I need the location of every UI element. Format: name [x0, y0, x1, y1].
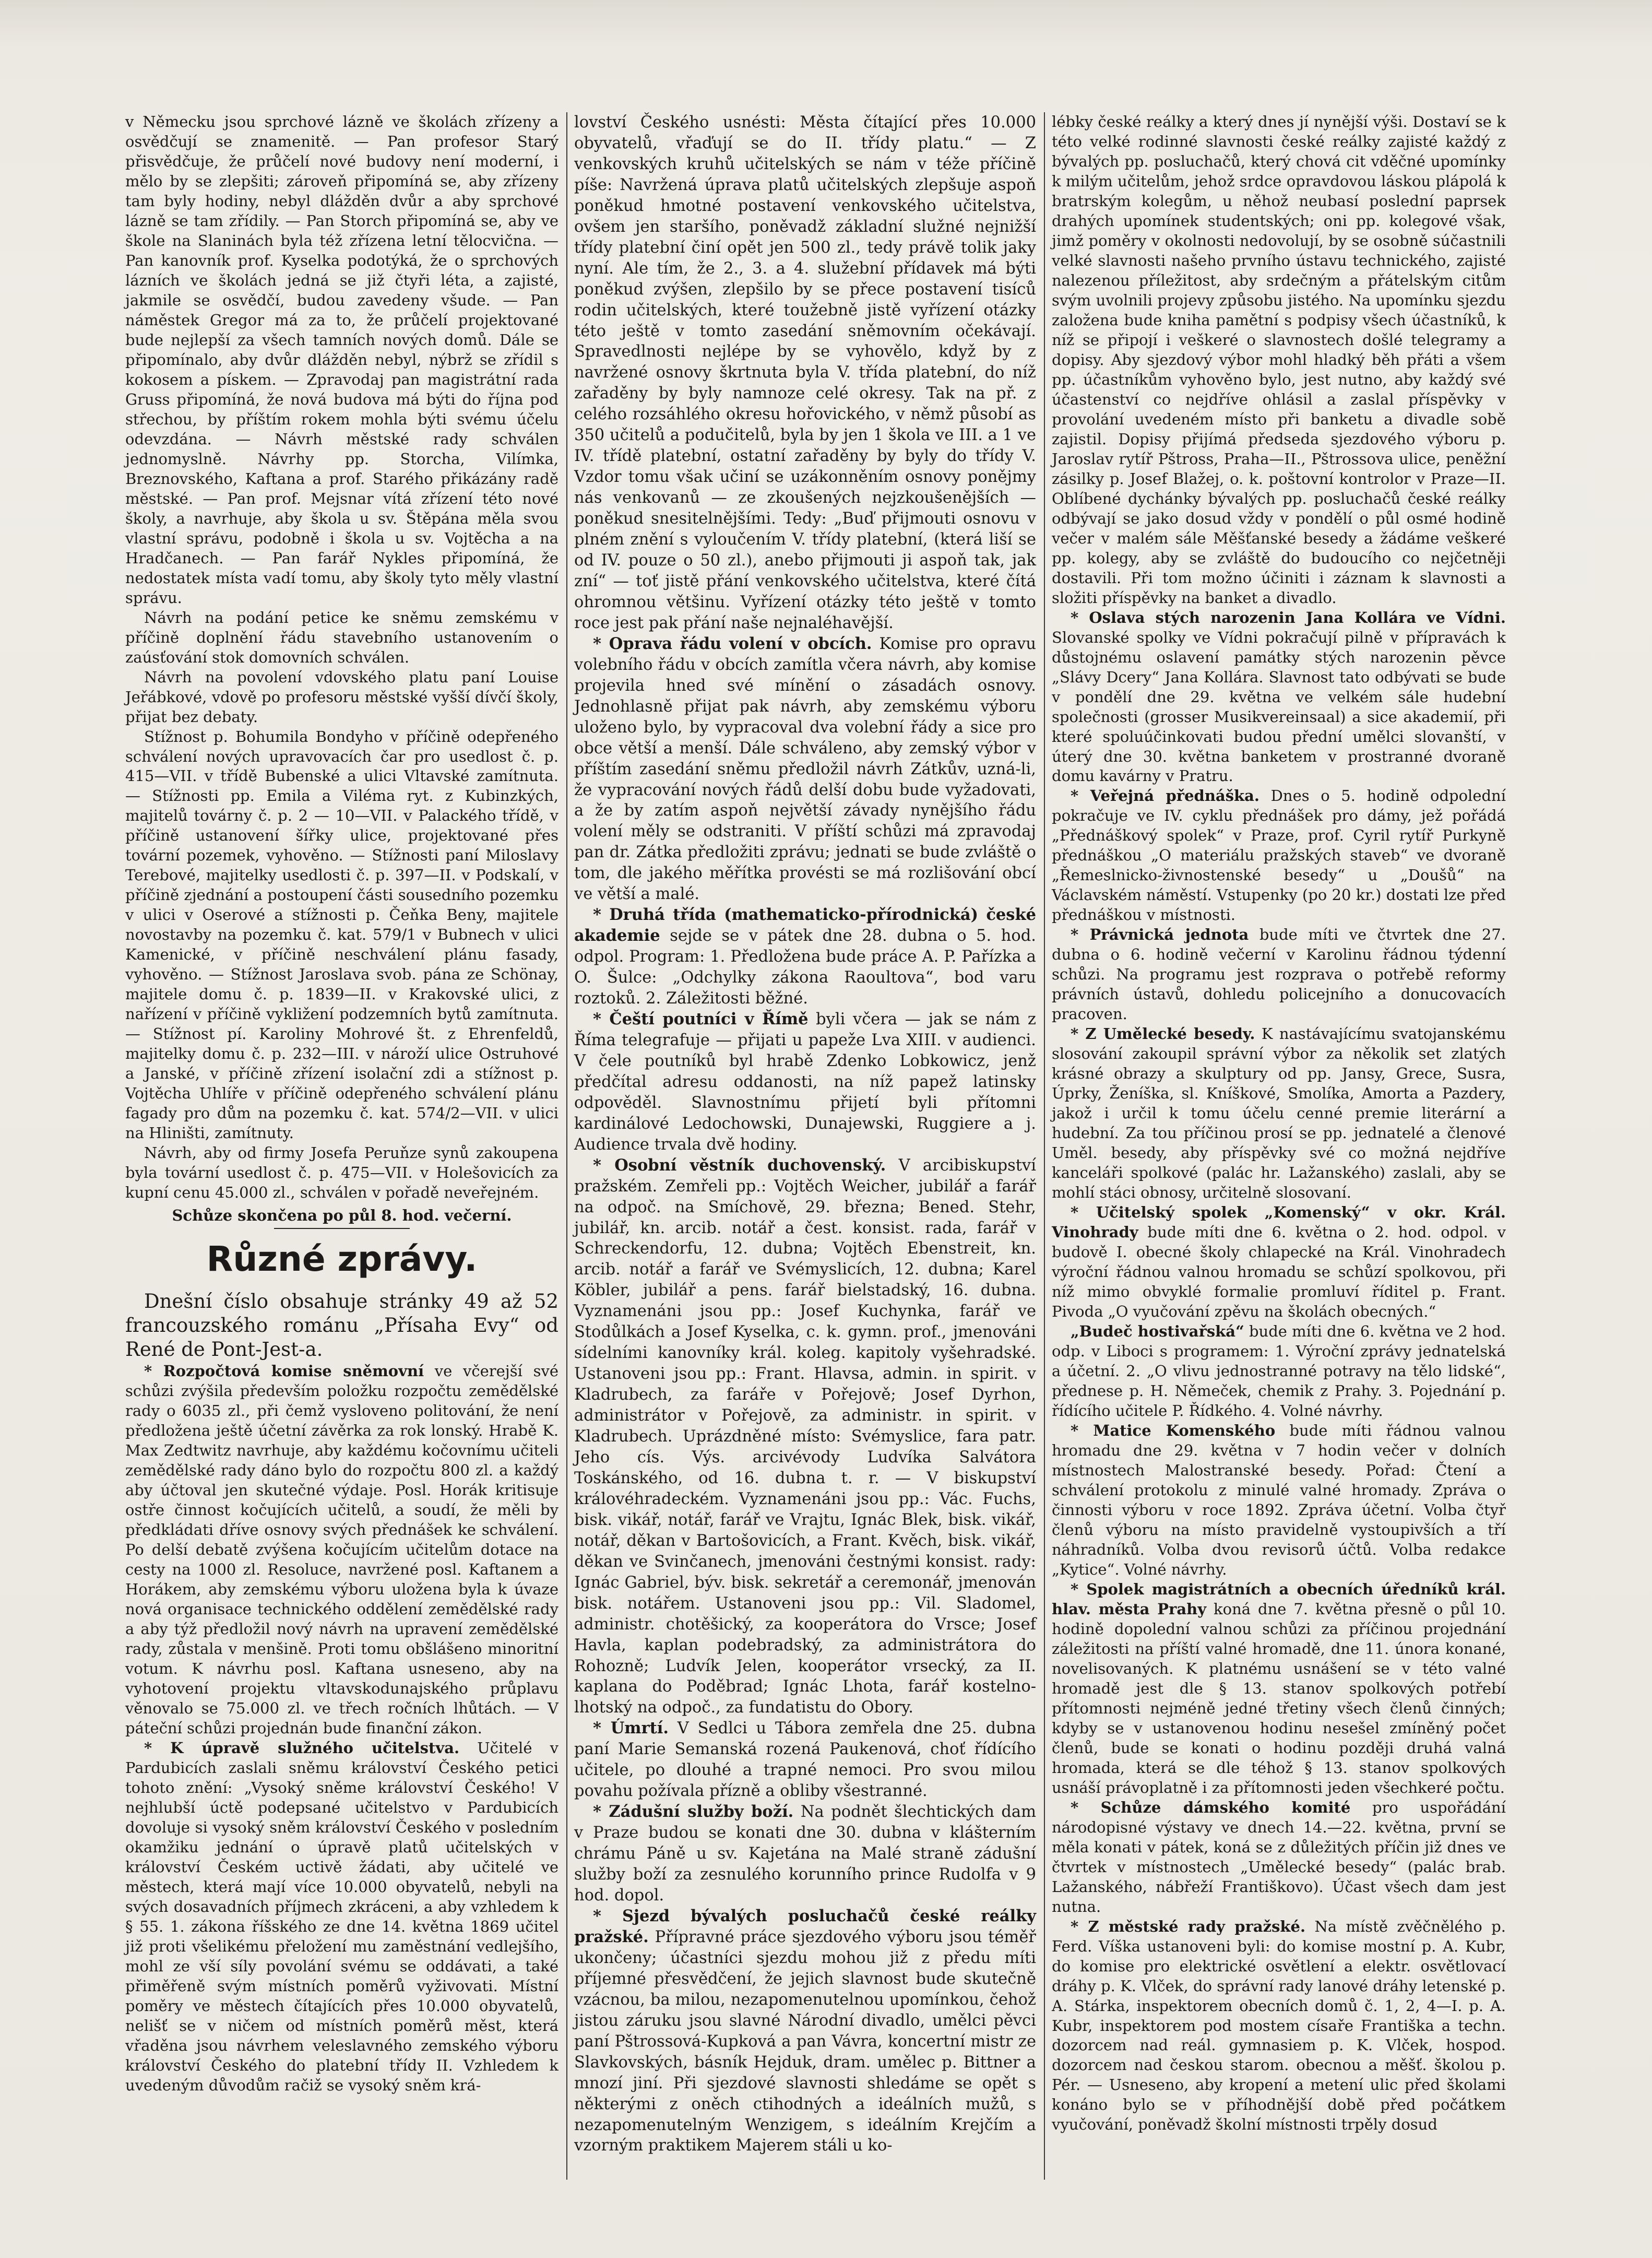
article-text: Komise pro opravu volebního řádu v obcích zamítla včera návrh, aby komise projevila hned své mínění o zásadách osnovy. Jednohlasně přijat pak návrh, aby zemskému výboru uloženo bylo, by vypracoval dva volební řády a sice pro obce větší a menší. Dále schváleno, aby zemský výbor v příštím zasedání sněmu předložil návrh Zátkův, uzná-li, že vypracování nových řádů delší dobu bude vyžadovati, a že by zatím aspoň největší závady nynějšího řádu volení měly se odstraniti. V příští schůzi má zpravodaj pan dr. Zátka předložiti zprávu; jednati se bude zvláště o tom, dle jakého měřítka provésti se má rozlišování obcí ve větší a malé. — [574, 634, 1036, 904]
article-text: pro uspořádání národopisné výstavy ve dnech 14.—22. května, první se měla konati v pátek, koná se z důležitých příčin již dnes ve čtvrtek v místnostech „Umělecké besedy“ (palác brab. Lažanského, nábřeží Františkovo). Účast všech dam jest nutna. — [1052, 1798, 1506, 1916]
intro-notice: Dnešní číslo obsahuje stránky 49 až 52 francouzského románu „Přísaha Evy“ od René de Pont-Jest-a. — [125, 1290, 558, 1361]
article-heading: * Rozpočtová komise sněmovní — [144, 1362, 424, 1380]
article-heading: * Sjezd bývalých posluchačů české reálky pražské. — [574, 1906, 1036, 1946]
article-text: V Sedlci u Tábora zemřela dne 25. dubna paní Marie Semanská rozená Paukenová, choť řídícího učitele, po dlouhé a trapné nemoci. Pro svou milou povahu požívala přízně a obliby všestranné. — [574, 1719, 1036, 1801]
article-heading: * Oslava stých narozenin Jana Kollára ve Vídni. — [1071, 608, 1506, 626]
article-paragraph: Návrh, aby od firmy Josefa Peruňze synů zakoupena byla tovární usedlost č. p. 475—VII. v Holešovicích za kupní cenu 45.000 zl., schválen v pořadě neveřejném. — [125, 1144, 558, 1202]
article-text: V arcibiskupství pražském. Zemřeli pp.: Vojtěch Weicher, jubilář a farář na odpoč. na Smíchově, 29. března; Bened. Stehr, jubilář, kn. arcib. notář a čest. konsist. rada, farář v Schreckendorfu, 12. dubna; Vojtěch Ebenstreit, kn. arcib. notář a farář ve Svémyslicích, 12. dubna; Karel Köbler, jubilář a pens. farář bielstadský, 16. dubna. Vyznamenáni jsou pp.: Josef Kuchynka, farář ve Stodůlkách a Josef Kyselka, c. k. gymn. prof., jmenováni sídelními kanovníky král. koleg. kapitoly vyšehradské. Ustanoveni jsou pp.: Frant. Hlavsa, admin. in spirit. v Kladrubech, za faráře v Pořejově; Josef Dyrhon, administrátor v Pořejově, za administr. in spirit. v Kladrubech. Uprázdněné místo: Svémyslice, fara patr. Jeho cís. Výs. arcivévody Ludvíka Salvátora Toskánského, od 16. dubna t. r. — V biskupství královéhradeckém. Vyznamenáni jsou pp.: Vác. Fuchs, bisk. vikář, notář, farář ve Vrajtu, Ignác Blek, bisk. vikář, notář, děkan v Bartošovicích, a Frant. Kvěch, bisk. vikář, děkan ve Svinčanech, jmenováni čestnými konsist. rady: Ignác Gabriel, býv. bisk. sekretář a ceremonář, jmenován bisk. notářem. Ustanoveni jsou pp.: Vil. Sladomel, administr. chotěšický, za kooperátora do Vrsce; Josef Havla, kaplan podebradský, za administrátora do Rohozně; Ludvík Jelen, kooperátor vrsecký, za II. kaplana do Poděbrad; Ignác Lhota, farář kostelno-lhotský na odpoč., za fundatistu do Obory. — [574, 1156, 1036, 1717]
article-paragraph: lébky české reálky a který dnes jí nynější výši. Dostaví se k této velké rodinné slavnosti české reálky zajisté každý z bývalých pp. posluchačů, který chová cit vděčné upomínky k milým učitelům, jehož srdce opravdovou láskou plápolá k bratrským kolegům, u něhož neubasí poslední paprsek drahých upomínek studentských; oni pp. kolegové však, jimž poměry v okolnosti nedovolují, by se osobně súčastnili velké slavnosti našeho prvního ústavu technického, zajisté nalezenou příležitost, aby srdečným a přátelským citům svým uvolnili projevy způsobu jistého. Na upomínku sjezdu založena bude kniha pamětní s podpisy všech účastníků, k níž se připojí i veškeré o slavnostech došlé telegramy a dopisy. Aby sjezdový výbor mohl hladký běh přáti a všem pp. účastníkům vyhověno bylo, jest nutno, aby každý své účastenství co nejdříve ohlásil a zaslal příspěvky v provolání uvedeném místo při banketu a divadle sobě zajistil. Dopisy přijímá předseda sjezdového výboru p. Jaroslav rytíř Pštross, Praha—II., Pštrossova ulice, peněžní zásilky p. Josef Blažej, o. k. poštovní kontrolor v Praze—II. Oblíbené dychánky bývalých pp. posluchačů české reálky odbývají se jako dosud vždy v pondělí o půl osmé hodině večer v malém sále Měšťanské besedy a žádáme veškeré pp. kolegy, aby se zvláště do budoucího co nejčetněji dostavili. Při tom možno účiniti i záznam k slavnosti a složiti příspěvky na banket a divadlo. — [1052, 113, 1506, 607]
article-heading: * Oprava řádu volení v obcích. — [593, 634, 872, 653]
article-heading: * Z městské rady pražské. — [1071, 1917, 1306, 1935]
article-text: Učitelé v Pardubicích zaslali sněmu království Českého petici tohoto znění: „Vysoký sněme království Českého! V nejhlubší úctě podepsané učitelstvo v Pardubicích dovoluje si vysoký sněm království Českého v posledním okamžiku jednání o úpravě platů učitelských v království Českém uctivě žádati, aby učitelé ve městech, která mají více 10.000 obyvatelů, nebyli na svých dosavadních příjmech zkráceni, a aby vzhledem k § 55. 1. zákona říšského ze dne 14. května 1869 učitel již proti všelikému přeložení mu zaměstnání vedlejšího, mohl ze vší síly povolání svému se oddávati, a také přiměřeně svým místních poměrů vyživovati. Místní poměry ve městech čítajících přes 10.000 obyvatelů, nelišť se v ničem od místních poměrů měst, která vřaděna jsou návrhem veleslavného zemského výboru království Českého do platební třídy II. Vzhledem k uvedeným důvodům račiž se vysoký sněm krá- — [125, 1739, 558, 2094]
article-text: K nastávajícímu svatojanskému slosování zakoupil správní výbor za několik set zlatých krásné obrazy a skulptury od pp. Jansy, Grece, Susra, Úprky, Ženíška, sl. Kníškové, Smolíka, Amorta a Pazdery, jakož i určil k tomu účelu cenné premie literární a hudební. Za tou příčinou prosí se pp. jednatelé a členové Uměl. besedy, aby příspěvky své co možná nejdříve kanceláři spolkové (palác hr. Lažanského) zaslali, aby se mohlí stáci obnosy, určitelně slosovaní. — [1052, 1025, 1506, 1202]
column-divider — [566, 112, 567, 2180]
article-text: byli včera — jak se nám z Říma telegrafuje — přijati u papeže Lva XIII. v audienci. V čele poutníků byl hrabě Zdenko Lobkowicz, jenž předčítal adresu oddanosti, na níž papež latinsky odpověděl. Slavnostnímu přijetí byli přítomni kardinálové Ledochowski, Dunajewski, Ruggiere a j. Audience trvala dvě hodiny. — [574, 1010, 1036, 1154]
article-heading: * K úpravě služného učitelstva. — [144, 1739, 460, 1757]
article-paragraph: Stížnost p. Bohumila Bondyho v příčině odepřeného schválení nových upravovacích čar pro usedlost č. p. 415—VII. v třídě Bubenské a ulici Vltavské zamítnuta. — Stížnosti pp. Emila a Viléma ryt. z Kubinzkých, majitelů továrny č. p. 2 — 10—VII. v Palackého třídě, v příčině ustanovení šířky ulice, projektované přes tovární pozemek, vyhověno. — Stížnosti paní Miloslavy Terebové, majitelky usedlosti č. p. 397—II. v Podskalí, v příčině zjednání a postoupení části sousedního pozemku v ulici v Oserové a stížnosti p. Čeňka Beny, majitele novostavby na pozemku č. kat. 579/1 v Bubnech v ulici Kamenické, v příčině neschválení plánu fasady, vyhověno. — Stížnost Jaroslava svob. pána ze Schönay, majitele domu č. p. 1839—II. v Krakovské ulici, z nařízení v příčině vykližení podzemních bytů zamítnuta. — Stížnost pí. Karoliny Mohrové št. z Ehrenfeldů, majitelky domu č. p. 232—III. v nároží ulice Ostruhové a Janské, v příčině zřízení isolační zdi a stížnost p. Vojtěcha Uhlíře v příčině odepřeného schválení plánu fagady pro dům na pozemku č. kat. 574/2—VII. v ulici na Hliništi, zamítnuty. — [125, 727, 558, 1142]
article-text: sejde se v pátek dne 28. dubna o 5. hod. odpol. Program: 1. Předložena bude práce A. P. Pařízka a O. Šulce: „Odchylky zákona Raoultova“, bod varu roztoků. 2. Záležitosti běžné. — [574, 927, 1036, 1008]
article-paragraph: v Německu jsou sprchové lázně ve školách zřízeny a osvědčují se znamenitě. — Pan profesor Starý přisvědčuje, že průčelí nové budovy není moderní, i mělo by se zlepšiti; zároveň připomíná se, aby zřízeny tam byly hodiny, nebyl dlážděn dvůr a aby sprchové lázně se tam zřídily. — Pan Storch připomíná se, aby ve škole na Slaninách byla též zřízena letní tělocvična. — Pan kanovník prof. Kyselka podotýká, že o sprchových lázních ve školách jedná se již čtyři léta, a zajisté, jakmile se osvědčí, budou zavedeny všude. — Pan náměstek Gregor má za to, že průčelí projektované bude nejlepší za všech tamních nových domů. Dále se připomínalo, aby dvůr dlážděn nebyl, nýbrž se zřídil s kokosem a pískem. — Zpravodaj pan magistrátní rada Gruss připomíná, že nová budova má býti do října pod střechou, by příštím rokem mohla býti svému účelu odevzdána. — Návrh městské rady schválen jednomyslně. Návrhy pp. Storcha, Vilímka, Breznovského, Kaftana a prof. Starého přikázány radě městské. — Pan prof. Mejsnar vítá zřízení této nové školy, a navrhuje, aby škola u sv. Štěpána měla svou vlastní správu, podobně i škola u sv. Vojtěcha a na Hradčanech. — Pan farář Nykles připomíná, že nedostatek místa vadí tomu, aby školy tyto měly vlastní správu. — [125, 113, 558, 607]
article-text: Dnes o 5. hodině odpolední pokračuje ve IV. cyklu přednášek pro dámy, jež pořádá „Přednáškový spolek“ v Praze, prof. Cyril rytíř Purkyně přednáškou „O materiálu pražských staveb“ ve dvoraně „Řemeslnicko-živnostenské besedy“ u „Doušů“ na Václavském náměstí. Vstupenky (po 20 kr.) dostati lze před přednáškou v místnosti. — [1052, 787, 1506, 924]
divider — [274, 1228, 410, 1229]
article-paragraph: Návrh na podání petice ke sněmu zemskému v příčině doplnění řádu stavebního ustanovením o zaúsťování stok domovních schválen. — [125, 608, 558, 666]
article-text: Slovanské spolky ve Vídni pokračují pilně v přípravách k důstojnému oslavení památky stých narozenin pěvce „Slávy Dcery“ Jana Kollára. Slavnost tato odbývati se bude v pondělí dne 29. května ve velkém sále hudební společnosti (grosser Musikvereinsaal) a sice akademií, při které spoluúčinkovati budou přední umělci slovanští, v úterý dne 30. května banketem v prostranné dvoraně domu kavárny v Pratru. — [1052, 628, 1506, 785]
article-paragraph: Návrh na povolení vdovského platu paní Louise Jeřábkové, vdově po profesoru městské vyšší dívčí školy, přijat bez debaty. — [125, 668, 558, 726]
article-text: Na podnět šlechtických dam v Praze budou se konati dne 30. dubna v klášterním chrámu Páně u sv. Kajetána na Malé straně zádušní služby boží za zesnulého korunního prince Rudolfa v 9 hod. dopol. — [574, 1803, 1036, 1905]
article-heading: * Zádušní služby boží. — [593, 1802, 794, 1822]
article-heading: * Z Umělecké besedy. — [1071, 1025, 1255, 1043]
column-1 — [125, 112, 558, 2096]
article-paragraph: lovství Českého usnésti: Města čítající přes 10.000 obyvatelů, vřaďují se do II. třídy platu.“ — Z venkovských kruhů učitelských se nám v téže příčině píše: Navržená úprava platů učitelských zlepšuje aspoň poněkud hmotné postavení venkovského učitelstva, ovšem jen staršího, poněvadž základní služné nejnižší třídy platební činí opět jen 500 zl., tedy právě tolik jaky nyní. Ale tím, že 2., 3. a 4. služební přídavek má býti poněkud zvýšen, zlepšilo by se přece postavení tisíců rodin učitelských, které toužebně jistě vyřízení otázky této ještě v tomto zasedání sněmovním očekávají. Spravedlnosti nejlépe by se vyhovělo, když by z navržené osnovy škrtnuta byla V. třída platební, do níž zařaděny by byly namnoze celé okresy. Tak na př. z celého rozsáhlého okresu hořovického, v němž působí as 350 učitelů a podučitelů, byla by jen 1 škola ve III. a 1 ve IV. třídě platební, ostatní zařaděny by byly do třídy V. Vzdor tomu však učiní se uzákonněním osnovy ponějmy nás venkovanů — ze zkoušených nejzkoušenějších — poněkud snesitelnějšími. Tedy: „Buď přijmouti osnovu v plném znění s vyloučením V. třídy platební, (která liší se od IV. pouze o 50 zl.), anebo přijmouti ji aspoň tak, jak zní“ — toť jistě přání venkovského učitelstva, které čítá ohromnou většinu. Vyřízení otázky této ještě v tomto roce jest pak přání naše nejnaléhavější. — [574, 113, 1036, 632]
session-end-note: Schůze skončena po půl 8. hod. večerní. — [172, 1207, 512, 1225]
article-heading: * Schůze dámského komité — [1071, 1798, 1351, 1816]
article-text: bude míti dne 6. května ve 2 hod. odp. v Liboci s programem: 1. Výroční zprávy jednatelská a účetní. 2. „O vlivu jednostranné potravy na tělo lidské“, přednese p. H. Němeček, chemik z Prahy. 3. Pojednání p. řídícího učitele P. Řídkého. 4. Volné návrhy. — [1052, 1322, 1506, 1420]
article-text: bude míti řádnou valnou hromadu dne 29. května v 7 hodin večer v dolních místnostech Malostranské besedy. Pořad: Čtení a schválení protokolu z minulé valné hromady. Zpráva o činnosti výboru v roce 1892. Zpráva účetní. Volba čtyř členů výboru na místo pravidelně vystoupivších a tří náhradníků. Volba dvou revisorů účtů. Volba redakce „Kytice“. Volné návrhy. — [1052, 1421, 1506, 1578]
article-heading: * Právnická jednota — [1071, 926, 1249, 944]
article-heading: * Druhá třída (mathematicko-přírodnická) české akademie — [574, 905, 1036, 945]
article-text: Na místě zvěčnělého p. Ferd. Víška ustanoveni byli: do komise mostní p. A. Kubr, do komise pro elektrické osvětlení a elektr. osvětlovací dráhy p. K. Vlček, do správní rady lanové dráhy letenské p. A. Stárka, inspektorem obecních domů č. 1, 2, 4—I. p. A. Kubr, inspektorem pod mostem císaře Františka a techn. dozorcem nad reál. gymnasiem p. K. Vlček, hospod. dozorcem nad českou starom. obecnou a měšť. školou p. Pér. — Usneseno, aby kropení a metení ulic před školami konáno bylo se v příhodnější době před počátkem vyučování, poněvadž školní místnosti trpěly dosud — [1052, 1917, 1506, 2134]
article-text: bude míti dne 6. května o 2. hod. odpol. v budově I. obecné školy chlapecké na Král. Vinohradech výroční řádnou valnou hromadu se schůzí spolkovou, při níž mimo obvyklé formalie promluví říditel p. Frant. Pivoda „O vyučování zpěvu na školách obecných.“ — [1052, 1223, 1506, 1321]
article-heading: * Veřejná přednáška. — [1071, 787, 1260, 805]
article-heading: * Učitelský spolek „Komenský“ v okr. Král. Vinohrady — [1052, 1203, 1506, 1242]
section-title: Různé zprávy. — [206, 1239, 478, 1280]
article-heading: * Úmrtí. — [593, 1719, 669, 1738]
article-heading: * Osobní věstník duchovenský. — [593, 1155, 886, 1175]
column-2 — [574, 112, 1036, 2156]
article-text: Přípravné práce sjezdového výboru jsou téměř ukončeny; účastníci sjezdu mohou již z předu míti příjemné přesvědčení, že jejich slavnost bude skutečně vzácnou, ba milou, nezapomenutelnou upomínkou, čehož jistou záruku jsou slavné Národní divadlo, umělci pěvci paní Pštrossová-Kupková a pan Vávra, koncertní mistr ze Slavkovských, básník Hejduk, dram. umělec p. Bittner a mnozí jiní. Při sjezdové slavnosti shledáme se opět s některými z oněch ctihodných a ideálních mužů, s nezapomenutelným Wenzigem, s ideálním Krejčím a vzorným praktikem Majerem stáli u ko- — [574, 1928, 1036, 2155]
column-divider — [1044, 112, 1045, 2180]
column-3 — [1052, 112, 1506, 2135]
article-text: ve včerejší své schůzi zvýšila především položku rozpočtu zemědělské rady o 6035 zl., při čemž vysloveno politování, že není předložena ještě účetní závěrka za rok lonský. Hrabě K. Max Zedtwitz navrhuje, aby každému kočovnímu učiteli zemědělské rady dáno bylo do rozpočtu 800 zl. a každý aby účtoval jen skutečné výdaje. Posl. Horák kritisuje ostře činnost kočujících učitelů, a soudí, že měli by předkládati dříve osnovy svých přednášek ke schválení. Po delší debatě zvýšena kočujícím učitelům dotace na cesty na 1000 zl. Resoluce, navržené posl. Kaftanem a Horákem, aby zemskému výboru uložena byla k úvaze nová organisace technického oddělení zemědělské rady a aby týž předložil nový návrh na upravení zemědělské rady, zůstala v menšině. Proti tomu obšlášeno minoritní votum. K návrhu posl. Kaftana usneseno, aby na vyhotovení projektu vltavskodunajského průplavu věnovalo se 75.000 zl. ve třech ročních lhůtách. — V páteční schůzi projednán bude finanční zákon. — [125, 1362, 558, 1737]
article-heading: * Spolek magistrátních a obecních úředníků král. hlav. města Prahy — [1052, 1580, 1506, 1618]
article-text: bude míti ve čtvrtek dne 27. dubna o 6. hodině večerní v Karolinu řádnou týdenní schůzi. Na programu jest rozprava o potřebě reformy právních ústavů, dohledu policejního a donucovacích pracoven. — [1052, 926, 1506, 1023]
article-heading: * Čeští poutníci v Římě — [593, 1009, 809, 1028]
article-text: koná dne 7. května přesně o půl 10. hodině dopolední valnou schůzi za příčinou projednání záležitosti na příští valné hromadě, dne 11. února konané, novelisovaných. K platnému usnášení se v této valné hromadě jest dle § 13. stanov spolkových potřebí přítomnosti nejméně jedné třetiny všech členů činných; kdyby se v ustanovenou hodinu nesešel zmíněný počet členů, bude se konati o hodinu později druhá valná hromada, která se dle téhož § 13. stanov spolkových usnáší právoplatně i za přítomnosti jeden všechkeré počtu. — [1052, 1600, 1506, 1796]
article-heading: „Budeč hostivařská“ — [1071, 1322, 1244, 1341]
article-heading: * Matice Komenského — [1071, 1421, 1276, 1439]
